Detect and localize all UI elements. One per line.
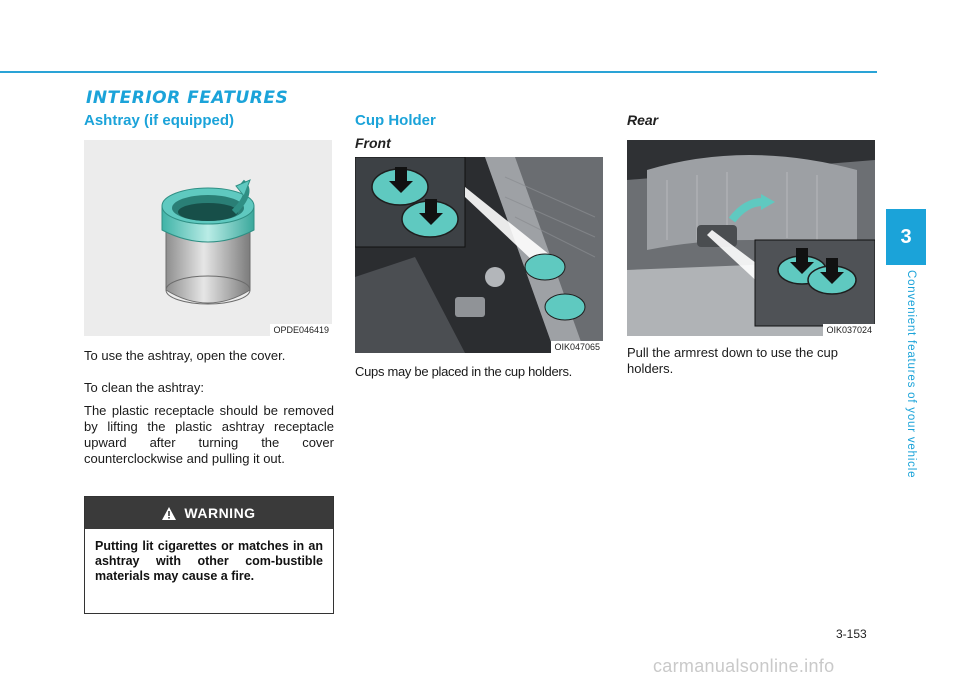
rear-cup-holder-figure [627, 140, 875, 336]
front-console-illustration [355, 157, 603, 353]
ashtray-figure-code: OPDE046419 [270, 324, 332, 336]
ashtray-para-clean: To clean the ashtray: [84, 380, 204, 395]
section-title: INTERIOR FEATURES [86, 88, 289, 108]
warning-title: WARNING [184, 505, 256, 521]
rear-seat-illustration [627, 140, 875, 336]
watermark: carmanualsonline.info [653, 656, 835, 676]
ashtray-illustration [84, 140, 332, 336]
ashtray-para-open: To use the ashtray, open the cover. [84, 348, 286, 363]
front-cup-holder-figure [355, 157, 603, 353]
ashtray-heading: Ashtray (if equipped) [84, 112, 235, 129]
top-rule [0, 71, 877, 73]
ashtray-figure [84, 140, 332, 336]
ashtray-para-remove: The plastic receptacle should be removed by lifting the plastic ashtray receptacle upward after turning the cover counterclockwise and pulling it out. [84, 403, 334, 466]
rear-figure-code: OIK037024 [823, 324, 875, 336]
rear-label: Rear [627, 112, 659, 128]
rear-para: Pull the armrest down to use the cup holders. [627, 345, 839, 376]
cup-holder-para: Cups may be placed in the cup holders. [355, 364, 572, 379]
cup-holder-heading: Cup Holder [355, 112, 436, 129]
page-number: 3-153 [836, 627, 867, 641]
warning-text: Putting lit cigarettes or matches in an ashtray with other com-bustible materials may cause a fire. [95, 539, 323, 583]
front-figure-code: OIK047065 [551, 341, 603, 353]
warning-header [85, 497, 333, 529]
chapter-tab: 3 [886, 209, 926, 265]
warning-box [84, 496, 334, 614]
front-label: Front [355, 135, 391, 151]
warning-triangle-icon [162, 507, 176, 520]
chapter-label: Convenient features of your vehicle [905, 270, 917, 479]
